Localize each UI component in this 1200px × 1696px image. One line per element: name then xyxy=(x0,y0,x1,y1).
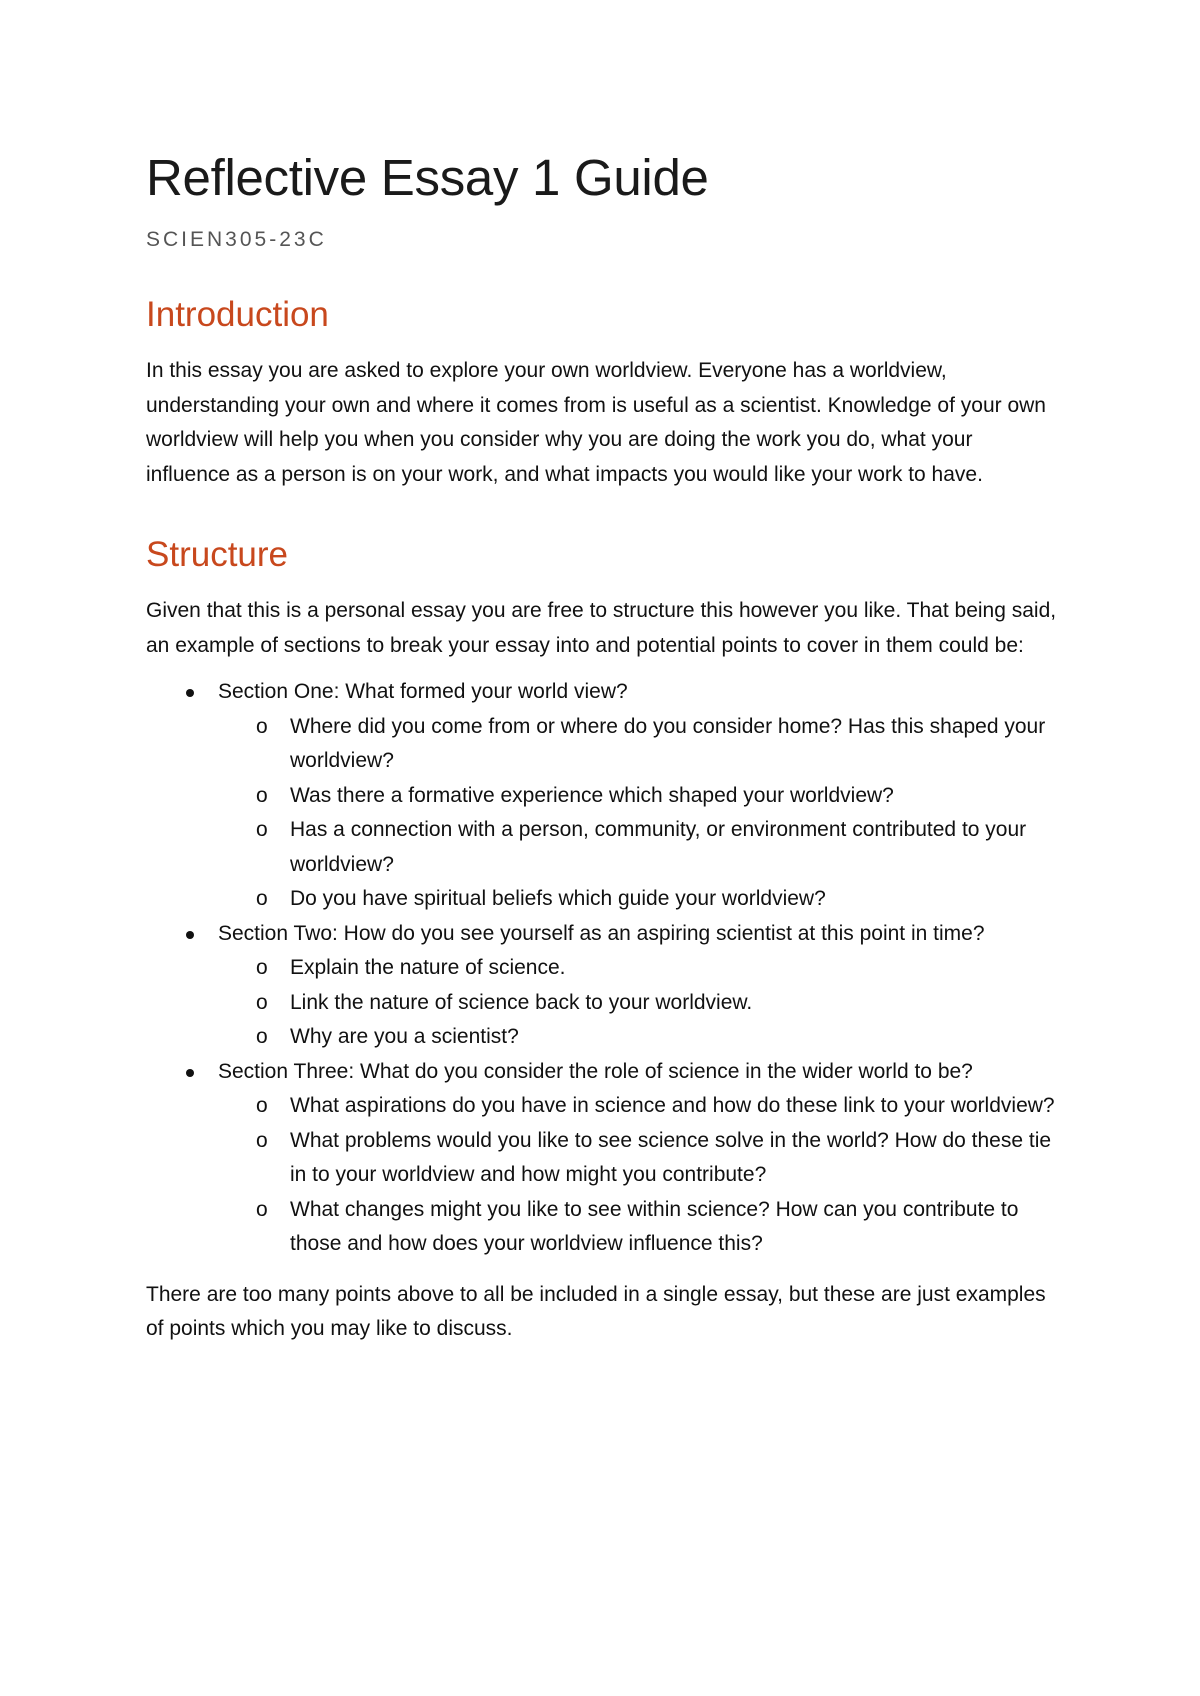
bullet-icon xyxy=(186,931,194,939)
circle-bullet-icon: o xyxy=(256,783,268,807)
list-item xyxy=(218,1193,1060,1262)
list-item xyxy=(218,1020,1060,1055)
document-subtitle: SCIEN305-23C xyxy=(146,228,327,252)
circle-bullet-icon: o xyxy=(256,714,268,738)
list-item xyxy=(218,779,1060,814)
structure-heading: Structure xyxy=(146,535,288,575)
list-item xyxy=(218,1089,1060,1124)
section-two-sublist xyxy=(218,951,1060,1055)
list-item xyxy=(218,882,1060,917)
section-three-label: Section Three: What do you consider the role of science in the wider world to be? xyxy=(218,1059,973,1083)
list-item-text: Has a connection with a person, community, or environment contributed to your worldview? xyxy=(290,818,1027,876)
section-one-label: Section One: What formed your world view? xyxy=(218,680,628,704)
bullet-icon xyxy=(186,1069,194,1077)
section-two-label: Section Two: How do you see yourself as an aspiring scientist at this point in time? xyxy=(218,921,985,945)
list-item xyxy=(218,986,1060,1021)
bullet-icon xyxy=(186,689,194,697)
circle-bullet-icon: o xyxy=(256,1094,268,1118)
introduction-heading: Introduction xyxy=(146,295,329,335)
circle-bullet-icon: o xyxy=(256,1197,268,1221)
list-item-text: Link the nature of science back to your worldview. xyxy=(290,990,753,1014)
introduction-paragraph: In this essay you are asked to explore your own worldview. Everyone has a worldview, understanding your own and where it comes from is useful as a scientist. Knowledge of your own worldview will help you when you consider why you are doing the work you do, what your influence as a person is on your work, and what impacts you would like your work to have. xyxy=(146,359,1046,486)
list-item-text: Where did you come from or where do you consider home? Has this shaped your worldview? xyxy=(290,714,1046,773)
section-three-sublist xyxy=(218,1089,1060,1262)
list-item xyxy=(218,1124,1060,1193)
section-list xyxy=(146,675,1060,1262)
list-item xyxy=(218,951,1060,986)
list-item-text: Do you have spiritual beliefs which guide your worldview? xyxy=(290,887,826,911)
list-item-text: What aspirations do you have in science and how do these link to your worldview? xyxy=(290,1094,1055,1118)
circle-bullet-icon: o xyxy=(256,990,268,1014)
list-item-text: Explain the nature of science. xyxy=(290,956,566,980)
document-title: Reflective Essay 1 Guide xyxy=(146,149,709,206)
section-one-item xyxy=(146,675,1060,917)
closing-paragraph: There are too many points above to all be included in a single essay, but these are just examples of points which you may like to discuss. xyxy=(146,1282,1046,1341)
section-one-sublist xyxy=(218,710,1060,917)
list-item-text: What problems would you like to see science solve in the world? How do these tie in to your worldview and how might you contribute? xyxy=(290,1128,1052,1187)
list-item-text: Why are you a scientist? xyxy=(290,1025,519,1049)
circle-bullet-icon: o xyxy=(256,887,268,911)
structure-paragraph: Given that this is a personal essay you are free to structure this however you like. That being said, an example of sections to break your essay into and potential points to cover in them could be: xyxy=(146,599,1057,657)
circle-bullet-icon: o xyxy=(256,956,268,980)
circle-bullet-icon: o xyxy=(256,818,268,842)
list-item-text: Was there a formative experience which shaped your worldview? xyxy=(290,783,894,807)
list-item-text: What changes might you like to see within science? How can you contribute to those and how does your worldview influence this? xyxy=(290,1197,1019,1256)
circle-bullet-icon: o xyxy=(256,1128,268,1152)
list-item xyxy=(218,813,1060,882)
section-three-item xyxy=(146,1055,1060,1262)
list-item xyxy=(218,710,1060,779)
section-two-item xyxy=(146,917,1060,1055)
circle-bullet-icon: o xyxy=(256,1025,268,1049)
